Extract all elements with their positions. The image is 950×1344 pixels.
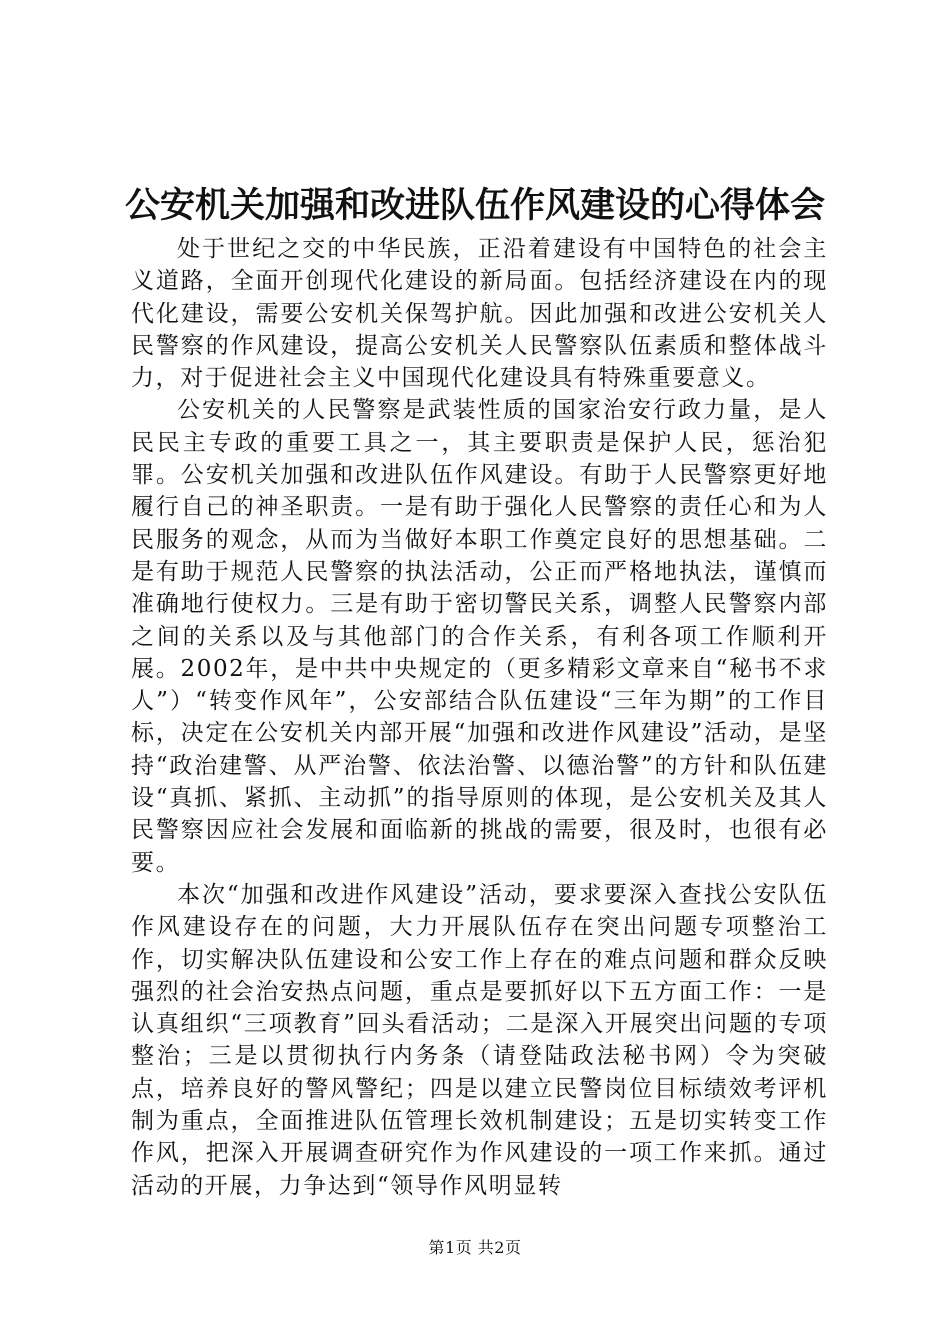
document-title: 公安机关加强和改进队伍作风建设的心得体会 [124,185,825,226]
document-body [131,233,828,1202]
paragraph-1: 处于世纪之交的中华民族，正沿着建设有中国特色的社会主义道路，全面开创现代化建设的新局面。包括经济建设在内的现代化建设，需要公安机关保驾护航。因此加强和改进公安机关人民警察的作风建设，提高公安机关人民警察队伍素质和整体战斗力，对于促进社会主义中国现代化建设具有特殊重要意义。 [131,236,828,392]
paragraph-2: 公安机关的人民警察是武装性质的国家治安行政力量，是人民民主专政的重要工具之一，其主要职责是保护人民，惩治犯罪。公安机关加强和改进队伍作风建设。有助于人民警察更好地履行自己的神圣职责。一是有助于强化人民警察的责任心和为人民服务的观念，从而为当做好本职工作奠定良好的思想基础。二是有助于规范人民警察的执法活动，公正而严格地执法，谨慎而准确地行使权力。三是有助于密切警民关系，调整人民警察内部之间的关系以及与其他部门的合作关系，有利各项工作顺利开展。2002年，是中共中央规定的（更多精彩文章来自“秘书不求人”）“转变作风年”，公安部结合队伍建设“三年为期”的工作目标，决定在公安机关内部开展“加强和改进作风建设”活动，是坚持“政治建警、从严治警、依法治警、以德治警”的方针和队伍建设“真抓、紧抓、主动抓”的指导原则的体现，是公安机关及其人民警察因应社会发展和面临新的挑战的需要，很及时，也很有必要。 [131,397,828,876]
page-footer: 第1页 共2页 [428,1238,522,1257]
paragraph-3: 本次“加强和改进作风建设”活动，要求要深入查找公安队伍作风建设存在的问题，大力开展队伍存在突出问题专项整治工作，切实解决队伍建设和公安工作上存在的难点问题和群众反映强烈的社会治安热点问题，重点是要抓好以下五方面工作：一是认真组织“三项教育”回头看活动；二是深入开展突出问题的专项整治；三是以贯彻执行内务条（请登陆政法秘书网）令为突破点，培养良好的警风警纪；四是以建立民警岗位目标绩效考评机制为重点，全面推进队伍管理长效机制建设；五是切实转变工作作风，把深入开展调查研究作为作风建设的一项工作来抓。通过活动的开展，力争达到“领导作风明显转 [131,881,828,1199]
